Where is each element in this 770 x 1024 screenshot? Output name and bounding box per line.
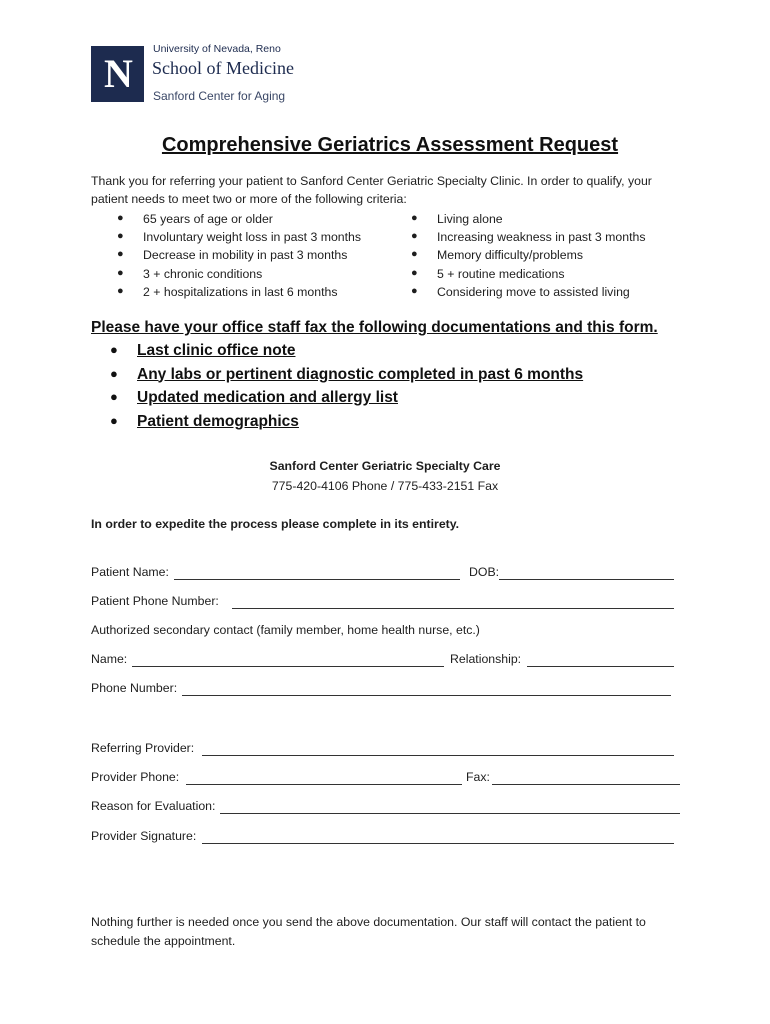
criteria-list-right [411,210,691,301]
contact-name-label: Name: [91,652,128,666]
center-name: Sanford Center for Aging [153,89,286,103]
university-name: University of Nevada, Reno [153,43,281,55]
list-item: ● 65 years of age or older [117,212,273,226]
patient-phone-label: Patient Phone Number: [91,594,219,608]
list-item: ● 5 + routine medications [411,266,565,281]
university-logo-mark [91,46,144,102]
reason-label: Reason for Evaluation: [91,799,216,813]
provider-phone-field[interactable] [186,784,462,785]
list-item: ● Living alone [411,212,503,226]
fax-instructions-heading: Please have your office staff fax the following documentations and this form. [91,319,658,336]
list-item: ● Increasing weakness in past 3 months [411,230,646,245]
list-item: ● Considering move to assisted living [411,284,630,299]
relationship-field[interactable] [527,666,674,667]
list-item: ● 2 + hospitalizations in last 6 months [117,284,338,299]
clinic-name: Sanford Center Geriatric Specialty Care [269,459,501,473]
list-item: ● Involuntary weight loss in past 3 months [117,230,362,245]
provider-phone-label: Provider Phone: [91,770,180,784]
list-item: ● Patient demographics [110,412,299,430]
school-name: School of Medicine [152,58,294,78]
intro-paragraph: Thank you for referring your patient to Sanford Center Geriatric Specialty Clinic. In order to qualify, your patient needs to meet two or more of the following criteria: [91,174,652,206]
relationship-label: Relationship: [450,652,522,666]
list-item: ● Any labs or pertinent diagnostic completed in past 6 months [110,365,584,383]
fax-field[interactable] [492,784,680,785]
list-item: ● 3 + chronic conditions [117,266,263,281]
patient-name-label: Patient Name: [91,565,169,579]
logo-letter: N [104,51,131,96]
required-documents-list [110,342,710,436]
dob-label: DOB: [469,565,500,579]
list-item: ● Last clinic office note [110,342,296,359]
signature-label: Provider Signature: [91,829,197,843]
signature-field[interactable] [202,843,674,844]
list-item: ● Decrease in mobility in past 3 months [117,248,348,263]
reason-field[interactable] [220,813,680,814]
patient-name-field[interactable] [174,579,460,580]
contact-phone-field[interactable] [182,695,671,696]
referring-provider-label: Referring Provider: [91,741,195,755]
patient-phone-field[interactable] [232,608,674,609]
expedite-note: In order to expedite the process please complete in its entirety. [91,517,460,531]
contact-name-field[interactable] [132,666,444,667]
dob-field[interactable] [499,579,674,580]
list-item: ● Memory difficulty/problems [411,248,584,263]
criteria-list-left [117,210,397,301]
contact-phone-label: Phone Number: [91,681,178,695]
page-title: Comprehensive Geriatrics Assessment Request [161,134,619,156]
fax-label: Fax: [466,770,490,784]
clinic-phone-fax: 775-420-4106 Phone / 775-433-2151 Fax [271,479,499,493]
secondary-contact-label: Authorized secondary contact (family member, home health nurse, etc.) [91,623,480,637]
referring-provider-field[interactable] [202,755,674,756]
footer-note: Nothing further is needed once you send the above documentation. Our staff will contact the patient to schedule the appointment. [91,915,646,948]
list-item: ● Updated medication and allergy list [110,389,398,406]
